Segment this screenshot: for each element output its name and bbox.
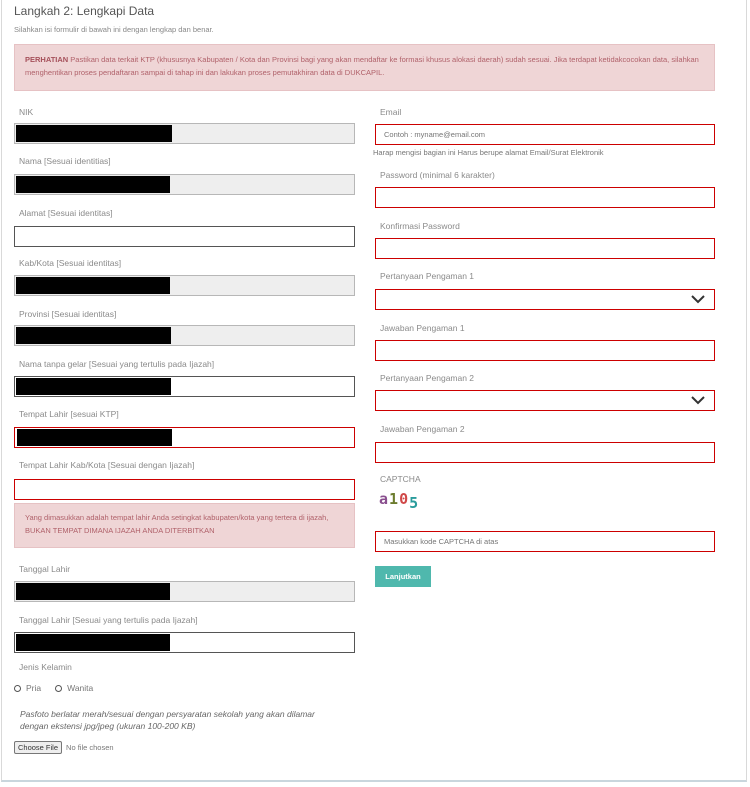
radio-pria-label[interactable]: Pria xyxy=(26,683,42,693)
email-input[interactable] xyxy=(375,124,715,145)
captcha-image xyxy=(379,490,420,512)
redacted-value xyxy=(16,176,170,193)
alert-text: Pastikan data terkait KTP (khususnya Kabupaten / Kota dan Provinsi bagi yang akan mendaftar ke formasi khusus alokasi daerah) sudah sesuai. Jika terdapat ketidakcocokan data, silahkan menghentikan proses pendaftaran sampai di tahap ini dan lakukan proses pemutakhiran data di DUKCAPIL. xyxy=(25,55,699,77)
tempat-lahir-kab-label: Tempat Lahir Kab/Kota [Sesuai dengan Ijazah] xyxy=(19,460,195,470)
captcha-char: 5 xyxy=(409,494,420,512)
jenis-kelamin-label: Jenis Kelamin xyxy=(19,662,72,672)
tempat-lahir-kab-field[interactable] xyxy=(14,479,355,500)
password-label: Password (minimal 6 karakter) xyxy=(380,170,495,180)
alamat-field[interactable] xyxy=(14,226,355,247)
confirm-password-input[interactable] xyxy=(375,238,715,259)
security-question-1-select[interactable] xyxy=(375,289,715,310)
nama-tanpa-gelar-label: Nama tanpa gelar [Sesuai yang tertulis pada Ijazah] xyxy=(19,359,215,369)
captcha-char: a xyxy=(379,490,390,508)
alert-strong: PERHATIAN xyxy=(25,55,69,64)
chevron-down-icon xyxy=(691,293,705,305)
file-upload xyxy=(14,741,114,754)
redacted-value xyxy=(16,634,170,651)
provinsi-label: Provinsi [Sesuai identitas] xyxy=(19,309,117,319)
confirm-password-label: Konfirmasi Password xyxy=(380,221,460,231)
choose-file-button[interactable]: Choose File xyxy=(14,741,62,754)
page-title: Langkah 2: Lengkapi Data xyxy=(14,4,155,18)
redacted-value xyxy=(16,583,170,600)
captcha-label: CAPTCHA xyxy=(380,474,421,484)
page-subtitle: Silahkan isi formulir di bawah ini dengan lengkap dan benar. xyxy=(14,25,214,34)
security-answer-1-input[interactable] xyxy=(375,340,715,361)
security-question-2-select[interactable] xyxy=(375,390,715,411)
captcha-char: 1 xyxy=(389,490,400,508)
radio-wanita-label[interactable]: Wanita xyxy=(67,683,94,693)
no-file-text: No file chosen xyxy=(66,743,114,752)
email-help: Harap mengisi bagian ini Harus berupe alamat Email/Surat Elektronik xyxy=(373,148,604,157)
alamat-label: Alamat [Sesuai identitas] xyxy=(19,208,113,218)
redacted-value xyxy=(16,277,170,294)
tanggal-lahir-ijazah-label: Tanggal Lahir [Sesuai yang tertulis pada Ijazah] xyxy=(19,615,198,625)
tempat-lahir-hint: Yang dimasukkan adalah tempat lahir Anda setingkat kabupaten/kota yang tertera di ijazah, BUKAN TEMPAT DIMANA IJAZAH ANDA DITERBITKAN xyxy=(14,503,355,548)
photo-note: Pasfoto berlatar merah/sesuai dengan persyaratan sekolah yang akan dilamar dengan ekstensi jpg/jpeg (ukuran 100-200 KB) xyxy=(20,709,315,731)
redacted-value xyxy=(17,429,172,446)
security-answer-2-input[interactable] xyxy=(375,442,715,463)
radio-pria[interactable] xyxy=(14,685,21,692)
security-answer-2-label: Jawaban Pengaman 2 xyxy=(380,424,465,434)
warning-alert xyxy=(14,44,715,91)
nama-label: Nama [Sesuai identitias] xyxy=(19,156,111,166)
security-question-2-label: Pertanyaan Pengaman 2 xyxy=(380,373,475,383)
radio-wanita[interactable] xyxy=(55,685,62,692)
lanjutkan-button[interactable]: Lanjutkan xyxy=(375,566,431,587)
security-question-1-label: Pertanyaan Pengaman 1 xyxy=(380,271,475,281)
captcha-input[interactable] xyxy=(375,531,715,552)
tempat-lahir-label: Tempat Lahir [sesuai KTP] xyxy=(19,409,119,419)
captcha-char: 0 xyxy=(399,490,410,508)
redacted-value xyxy=(16,327,171,344)
chevron-down-icon xyxy=(691,394,705,406)
nik-label: NIK xyxy=(19,107,34,117)
kabkota-label: Kab/Kota [Sesuai identitas] xyxy=(19,258,122,268)
security-answer-1-label: Jawaban Pengaman 1 xyxy=(380,323,465,333)
password-input[interactable] xyxy=(375,187,715,208)
redacted-value xyxy=(16,125,172,142)
gender-radio-group xyxy=(14,683,107,693)
redacted-value xyxy=(16,378,171,395)
email-label: Email xyxy=(380,107,402,117)
tanggal-lahir-label: Tanggal Lahir xyxy=(19,564,71,574)
